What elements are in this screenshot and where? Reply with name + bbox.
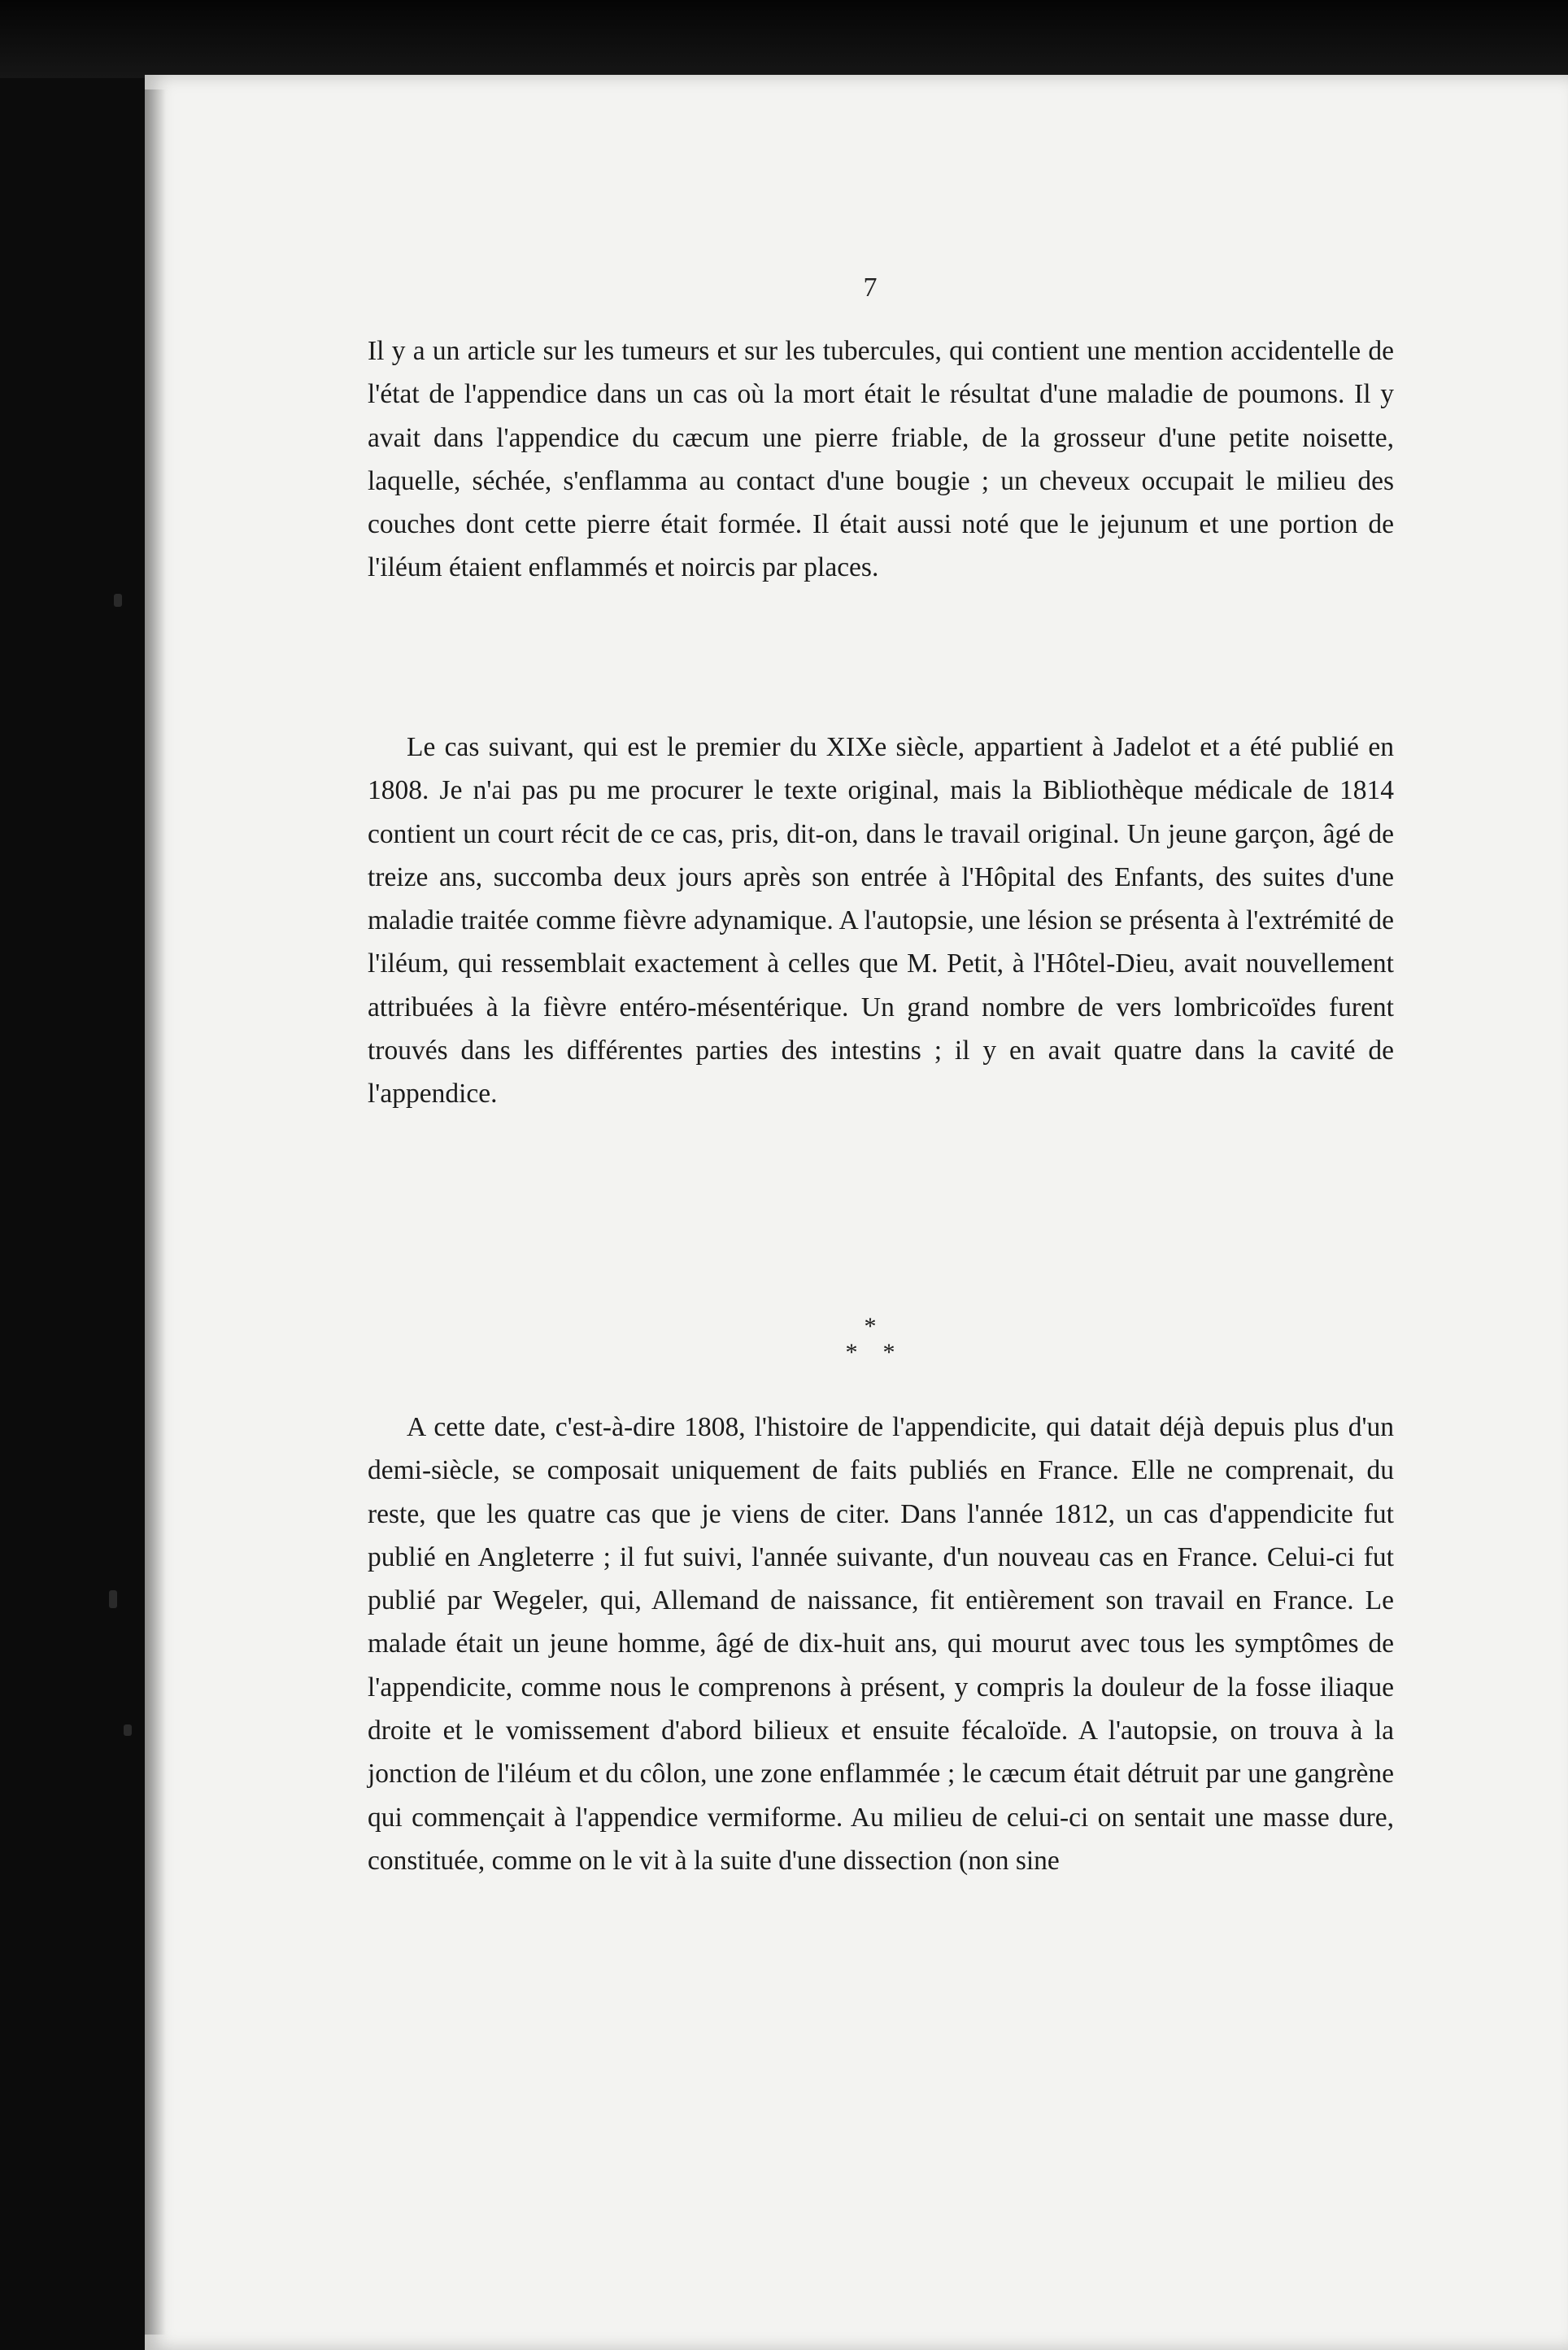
paragraph-jadelot-case: Le cas suivant, qui est le premier du XIXe siècle, appartient à Jadelot et a été publié en 1808. Je n'ai pas pu me procurer le texte original, mais la Bibliothèque médicale de 1814 contient un court récit de ce cas, pris, dit-on, dans le travail original. Un jeune garçon, âgé de treize ans, succomba deux jours après son entrée à l'Hôpital des Enfants, des suites d'une maladie traitée comme fièvre adynamique. A l'autopsie, une lésion se présenta à l'extrémité de l'iléum, qui ressemblait exactement à celles que M. Petit, à l'Hôtel-Dieu, avait nouvellement attribuées à la fièvre entéro-mésentérique. Un grand nombre de vers lombricoïdes furent trouvés dans les différentes parties des intestins ; il y en avait quatre dans la cavité de l'appendice. [368, 732, 1394, 1110]
paragraph-tumeurs-article: Il y a un article sur les tumeurs et sur les tubercules, qui contient une mention accidentelle de l'état de l'appendice dans un cas où la mort était le résultat d'une maladie de poumons. Il y avait dans l'appendice du cæcum une pierre friable, de la grosseur d'une petite noisette, laquelle, séchée, s'enflamma au contact d'une bougie ; un cheveux occupait le milieu des couches dont cette pierre était formée. Il était aussi noté que le jejunum et une portion de l'iléum étaient enflammés et noircis par places. [368, 336, 1394, 583]
scan-top-border [0, 0, 1568, 78]
paragraph-history-1808: A cette date, c'est-à-dire 1808, l'histoire de l'appendicite, qui datait déjà depuis plus d'un demi-siècle, se composait uniquement de faits publiés en France. Elle ne comprenait, du reste, que les quatre cas que je viens de citer. Dans l'année 1812, un cas d'appendicite fut publié en Angleterre ; il fut suivi, l'année suivante, d'un nouveau cas en France. Celui-ci fut publié par Wegeler, qui, Allemand de naissance, fit entièrement son travail en France. Le malade était un jeune homme, âgé de dix-huit ans, qui mourut avec tous les symptômes de l'appendicite, comme nous le comprenons à présent, y compris la douleur de la fosse iliaque droite et le vomissement d'abord bilieux et ensuite fécaloïde. A l'autopsie, on trouva à la jonction de l'iléum et du côlon, une zone enflammée ; le cæcum était détruit par une gangrène qui commençait à l'appendice vermiforme. Au milieu de celui-ci on sentait une masse dure, constituée, comme on le vit à la suite d'une dissection (non sine [368, 1412, 1394, 1876]
page-number: 7 [863, 272, 878, 303]
asterism-star: * [845, 1339, 858, 1366]
asterism-separator [813, 1314, 927, 1366]
margin-mark [114, 594, 122, 607]
margin-mark [124, 1724, 132, 1736]
asterism-star: * [882, 1339, 895, 1366]
page-gutter-shadow [145, 89, 166, 2335]
asterism-star: * [864, 1313, 877, 1340]
margin-mark [109, 1590, 117, 1608]
